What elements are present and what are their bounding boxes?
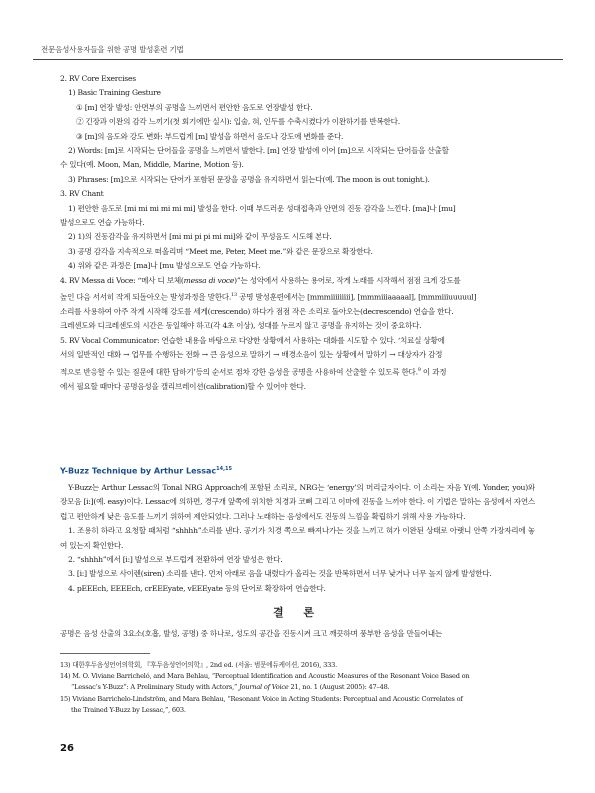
ybuzz-step-2: 2. “shhhh”에서 [i:] 발성으로 부드럽게 전환하여 연장 발성은 한다. <box>68 555 283 565</box>
chant-4: 4) 위와 같은 과정은 [ma]나 [mu 발성으로도 연습 가능하다. <box>68 261 261 271</box>
messa-line-4: 크레센도와 디크레센도의 시간은 동일해야 하고(각 4초 이상), 성대를 누르지 않고 공명을 유지하는 것이 중요하다. <box>60 321 422 331</box>
core-item-1: ① [m] 연장 발성: 안면부의 공명을 느끼면서 편안한 음도로 연장발성 한다. <box>76 102 313 112</box>
basic-training-heading: 1) Basic Training Gesture <box>68 88 161 98</box>
footnote-ref-13: 13 <box>231 292 237 299</box>
communicator-line-4: 에서 필요할 때마다 공명음성을 캘리브레이션(calibration)할 수 있어야 한다. <box>60 381 306 391</box>
ybuzz-step-1: 1. 조용히 하라고 요청할 때처럼 “shhhh”소리를 낸다. 공기가 치경 쪽으로 빠져나가는 것을 느끼고 혀가 이완된 상태로 아랫니 안쪽 가장자리에 놓여 있는지 확인한다. <box>60 526 535 550</box>
conclusion-title: 결 론 <box>272 606 323 619</box>
chant-1-line-2: 발성으로도 연습 가능하다. <box>60 218 145 228</box>
running-header: 전문음성사용자들을 위한 공명 발성훈련 기법 <box>41 45 184 54</box>
footnote-ref-9: 9 <box>417 366 421 373</box>
chant-1-line-1: 1) 편안한 음도로 [mi mi mi mi mi mi] 발성을 한다. 이때 부드러운 성대접촉과 안면의 진동 감각을 느낀다. [ma]나 [mu] <box>68 203 456 213</box>
footnote-14-line-1: 14) M. O. Viviane Barricheló, and Mara Behlau, “Perceptual Identification and Acoustic Measures of the Resonant Voice Based on <box>60 672 470 681</box>
body-upper <box>60 72 535 394</box>
ybuzz-step-3: 3. [i:] 발성으로 사이렌(siren) 소리를 낸다. 먼저 아래로 음을 내렸다가 올리는 것을 반복하면서 너무 낮거나 너무 높지 않게 발성한다. <box>68 569 492 579</box>
rv-core-heading: 2. RV Core Exercises <box>60 74 136 83</box>
footnote-14-line-2: “Lessac’s Y-Buzz”: A Preliminary Study with Actors,” Journal of Voice 21, no. 1 (August 2005): 47–48. <box>71 683 390 692</box>
core-item-3: ③ [m]의 음도와 강도 변화: 부드럽게 [m] 발성을 하면서 음도나 강도에 변화를 준다. <box>76 131 344 141</box>
communicator-line-1: 5. RV Vocal Communicator: 연습한 내용을 바탕으로 다양한 상황에서 사용하는 대화를 시도할 수 있다. ‘치료실 상황에 <box>60 335 445 345</box>
ybuzz-body <box>60 481 535 596</box>
rv-chant-heading: 3. RV Chant <box>60 189 104 199</box>
header-rule <box>33 59 563 60</box>
footnotes <box>60 660 540 716</box>
words-line-1: 2) Words: [m]로 시작되는 단어들을 공명을 느끼면서 발한다. [m] 연장 발성에 이어 [m]으로 시작되는 단어들을 산출할 <box>68 146 449 156</box>
footnote-13: 13) 대한후두음성언어의학회, 『후두음성언어의학』, 2nd ed. (서울: 범문에듀케이션, 2016), 333. <box>60 661 337 669</box>
footnote-rule <box>60 653 150 654</box>
conclusion-text: 공명은 음성 산출의 3요소(호흡, 발성, 공명) 중 하나로, 성도의 공간을 진동시켜 크고 깨끗하며 풍부한 음성을 만들어내는 <box>60 629 442 638</box>
chant-3: 3) 공명 감각을 지속적으로 떠올리며 “Meet me, Peter, Meet me.”와 같은 문장으로 확장한다. <box>68 246 373 256</box>
communicator-line-2: 서의 일반적인 대화 → 업무를 수행하는 전화 → 큰 음성으로 말하기 → 배경소음이 있는 상황에서 말하기 → 대상자가 감정 <box>60 350 443 360</box>
words-line-2: 수 있다(예. Moon, Man, Middle, Marine, Motion 등). <box>60 160 244 170</box>
ybuzz-step-4: 4. pEEEch, EEEEch, crEEEyate, vEEEyate 등의 단어로 확장하여 연습한다. <box>68 583 326 593</box>
messa-line-2: 높인 다음 서서히 작게 되돌아오는 발성과정을 말한다.$^{13}$ 공명 발성훈련에서는 [mmmiiiiiiiii], [mmmiiiaaaaal], [mmmiiiuuuuul] <box>60 292 477 302</box>
messa-line-3: 소리를 사용하여 아주 작게 시작해 강도를 세게(crescendo) 하다가 점점 작은 소리로 돌아오는(decrescendo) 연습을 한다. <box>60 307 454 317</box>
page-number: 26 <box>60 743 74 754</box>
messa-line-1: 4. RV Messa di Voce: “메사 디 보체(messa di voce)”는 성악에서 사용하는 용어로, 작게 노래를 시작해서 점점 크게 강도를 <box>60 275 461 285</box>
footnote-15-line-1: 15) Viviane Barrichelo-Lindström, and Mara Behlau, “Resonant Voice in Acting Students: Perceptual and Acoustic Correlates of <box>60 694 463 703</box>
messa-italic: messa di voce <box>183 275 235 285</box>
ybuzz-heading: Y-Buzz Technique by Arthur Lessac$^{14,15}$ <box>60 466 232 476</box>
core-item-2: ② 긴장과 이완의 감각 느끼기(첫 회기에만 실시): 입술, 혀, 인두를 수축시켰다가 이완하기를 반복한다. <box>76 117 400 127</box>
chant-2: 2) 1)의 진동감각을 유지하면서 [mi mi pi pi mi mi]와 같이 무성음도 시도해 본다. <box>68 232 332 242</box>
phrases-line: 3) Phrases: [m]으로 시작되는 단어가 포함된 문장을 공명을 유지하면서 읽는다(예. The moon is out tonight.). <box>68 174 430 184</box>
footnote-15-line-2: the Trained Y-Buzz by Lessac,”, 603. <box>71 705 186 714</box>
ybuzz-intro: Y-Buzz는 Arthur Lessac의 Tonal NRG Approach에 포함된 소리로, NRG는 ‘energy’의 머리글자이다. 이 소리는 자음 Y(예. Yonder, you)와 장모음 [i:](예. easy)이다. Lessac에 의하면, 경구개 앞쪽에 위치한 치경과 코뼈 그리고 이마에 진동을 느끼야 한다. 이 기법은 말하는 음성에서 자연스럽고 편안하게 낮은 음도를 느끼기 위하여 제안되었다. 그러나 노래하는 음성에서도 진동의 느낌을 확립하기 위해 사용 가능하다. <box>60 483 535 521</box>
communicator-line-3: 적으로 반응할 수 있는 질문에 대한 답하기’등의 순서로 점차 강한 음성을 공명을 사용하여 산출할 수 있도록 한다.$^9$ 이 과정 <box>60 366 447 377</box>
